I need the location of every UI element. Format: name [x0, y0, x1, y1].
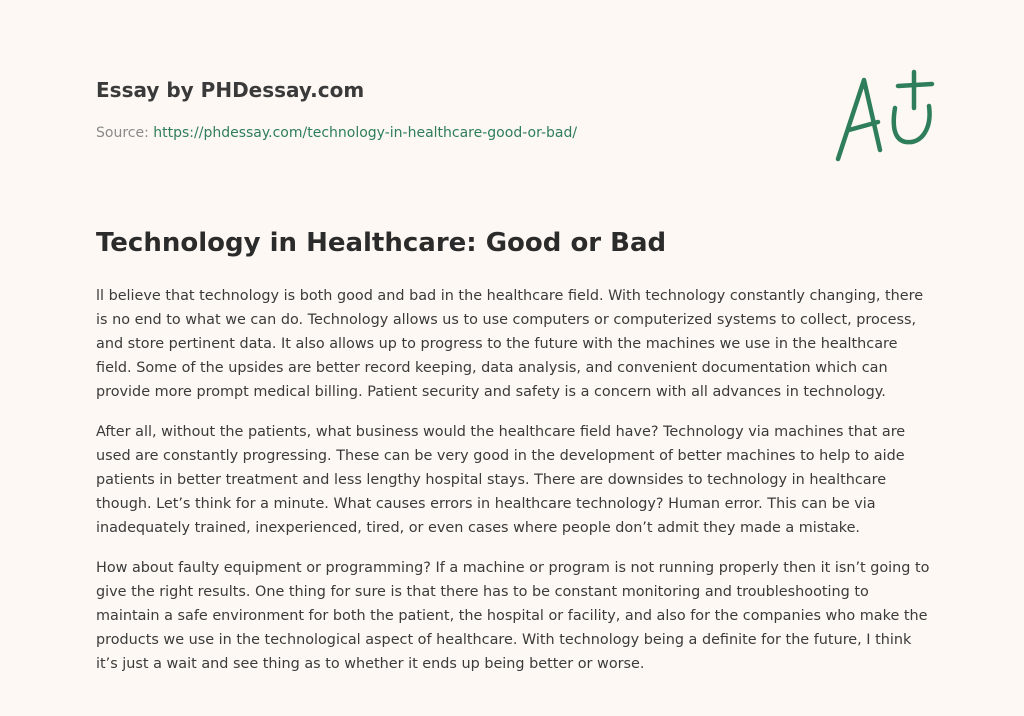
essay-paragraph: How about faulty equipment or programming? If a machine or program is not running properly then it isn’t going to give the right results. One thing for sure is that there has to be constant monitoring and troubleshooting to maintain a safe environment for both the patient, the hospital or facility, and also for the companies who make the products we use in the technological aspect of healthcare. With technology being a definite for the future, I think it’s just a wait and see thing as to whether it ends up being better or worse. — [96, 560, 930, 672]
source-link[interactable]: https://phdessay.com/technology-in-healthcare-good-or-bad/ — [153, 125, 578, 141]
essay-paragraph: ll believe that technology is both good and bad in the healthcare field. With technology constantly changing, there is no end to what we can do. Technology allows us to use computers or computerized systems to collect, process, and store pertinent data. It also allows up to progress to the future with the machines we use in the healthcare field. Some of the upsides are better record keeping, data analysis, and convenient documentation which can provide more prompt medical billing. Patient security and safety is a concern with all advances in technology. — [96, 288, 924, 400]
brand-title: Essay by PHDessay.com — [96, 78, 365, 102]
essay-title: Technology in Healthcare: Good or Bad — [96, 228, 667, 258]
source-line — [96, 123, 577, 143]
essay-paragraph: After all, without the patients, what business would the healthcare field have? Technology via machines that are used are constantly progressing. These can be very good in the development of better machines to help to aide patients in better treatment and less lengthy hospital stays. There are downsides to technology in healthcare though. Let’s think for a minute. What causes errors in healthcare technology? Human error. This can be via inadequately trained, inexperienced, tired, or even cases where people don’t admit they made a mistake. — [96, 424, 906, 536]
a-plus-grade-logo-icon — [834, 68, 936, 166]
essay-page — [96, 0, 936, 716]
essay-body — [96, 284, 936, 692]
source-label: Source: — [96, 125, 149, 141]
